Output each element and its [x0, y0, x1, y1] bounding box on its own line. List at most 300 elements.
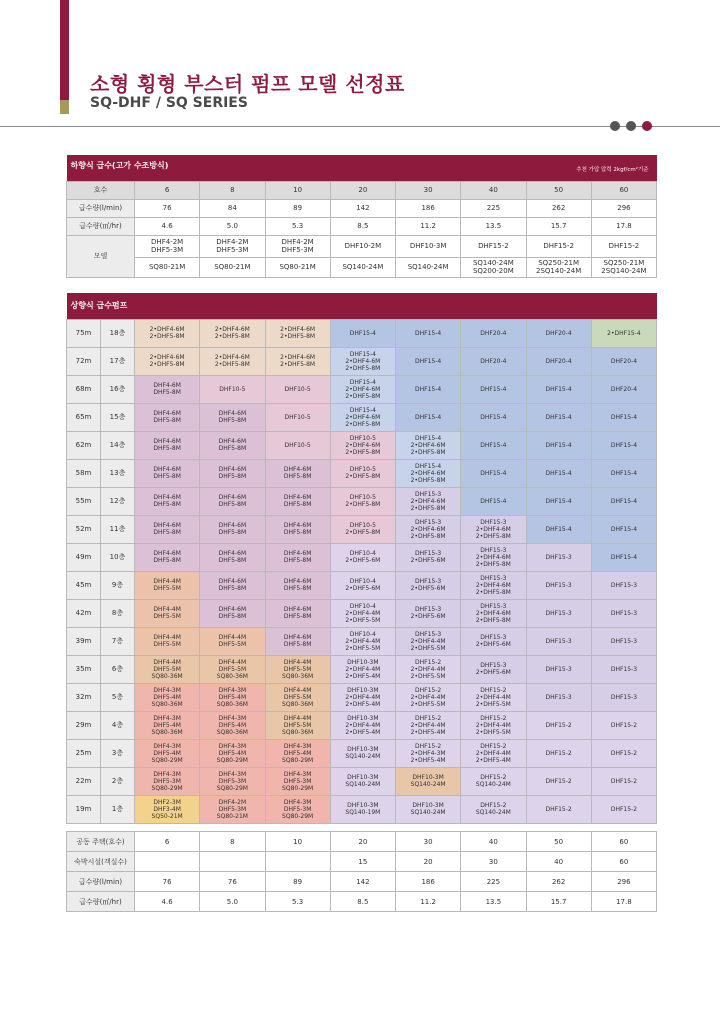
model-cell: DHF15-2 [591, 767, 656, 795]
height-label: 55m [67, 487, 101, 515]
model-cell: DHF10-3M SQ140-24M [330, 739, 395, 767]
model-cell: DHF15-3 [526, 627, 591, 655]
model-cell: DHF20-4 [591, 375, 656, 403]
model-cell: 2•DHF4-6M 2•DHF5-8M [265, 319, 330, 347]
model-cell: DHF4-3M DHF5-4M SQ80-36M [135, 683, 200, 711]
model-cell: DHF4-4M DHF5-5M [200, 627, 265, 655]
model-cell: DHF15-2 2•DHF4-4M 2•DHF5-5M [396, 683, 461, 711]
model-cell: DHF4-4M DHF5-5M [135, 599, 200, 627]
row-label: 모델 [67, 235, 135, 277]
floor-row [67, 543, 657, 571]
model-cell: SQ250-21M 2SQ140-24M [591, 257, 656, 277]
model-cell: SQ80-21M [200, 257, 265, 277]
brand-band [60, 0, 69, 100]
floor-label: 4층 [101, 711, 135, 739]
model-cell: DHF15-4 [526, 515, 591, 543]
model-cell: DHF4-3M DHF5-4M SQ80-29M [265, 739, 330, 767]
model-cell: DHF15-4 [461, 487, 526, 515]
model-cell: DHF15-4 [526, 487, 591, 515]
model-cell: DHF4-6M DHF5-8M [200, 515, 265, 543]
model-cell: DHF15-3 2•DHF4-6M 2•DHF5-8M [461, 515, 526, 543]
households-cell: 20 [330, 181, 395, 199]
footer-cell: 262 [526, 872, 591, 892]
flow-hr-cell: 11.2 [396, 217, 461, 235]
height-label: 75m [67, 319, 101, 347]
model-cell: DHF4-6M DHF5-8M [135, 543, 200, 571]
floor-label: 5층 [101, 683, 135, 711]
model-cell: DHF15-4 [591, 515, 656, 543]
model-cell: DHF15-3 [591, 627, 656, 655]
model-cell: DHF4-6M DHF5-8M [265, 599, 330, 627]
model-cell: DHF4-4M DHF5-5M SQ80-36M [265, 683, 330, 711]
footer-table [66, 831, 657, 912]
model-cell: DHF15-3 2•DHF4-6M 2•DHF5-8M [461, 571, 526, 599]
floor-row [67, 515, 657, 543]
households-cell: 8 [200, 181, 265, 199]
page-title: 소형 횡형 부스터 펌프 모델 선정표 [90, 72, 405, 96]
model-cell: DHF10-5 [200, 375, 265, 403]
model-cell: DHF15-3 2•DHF4-6M 2•DHF5-8M [461, 543, 526, 571]
model-cell: DHF10-3M 2•DHF4-4M 2•DHF5-4M [330, 711, 395, 739]
model-cell: DHF15-4 [461, 403, 526, 431]
model-cell: DHF4-3M DHF5-3M SQ80-29M [200, 767, 265, 795]
model-cell: DHF4-4M DHF5-5M SQ80-36M [135, 655, 200, 683]
floor-label: 6층 [101, 655, 135, 683]
dot-icon [626, 121, 636, 131]
model-cell: DHF15-4 2•DHF4-6M 2•DHF5-8M [330, 375, 395, 403]
footer-cell: 15.7 [526, 892, 591, 912]
model-cell: DHF10-4 2•DHF4-4M 2•DHF5-5M [330, 627, 395, 655]
model-cell: DHF10-5 2•DHF5-8M [330, 515, 395, 543]
model-cell: DHF4-4M DHF5-5M SQ80-36M [265, 711, 330, 739]
flow-cell: 76 [135, 199, 200, 217]
row-label: 급수량(l/min) [67, 872, 135, 892]
model-cell: DHF15-4 [591, 487, 656, 515]
model-cell: DHF10-5 [265, 403, 330, 431]
model-cell: DHF4-6M DHF5-8M [135, 487, 200, 515]
model-cell: DHF4-2M DHF5-3M [265, 235, 330, 257]
model-cell: DHF10-2M [330, 235, 395, 257]
model-cell: DHF15-4 2•DHF4-6M 2•DHF5-8M [396, 431, 461, 459]
section-header [67, 293, 657, 319]
model-cell: DHF15-3 [526, 543, 591, 571]
households-cell: 60 [591, 181, 656, 199]
floor-row [67, 711, 657, 739]
downfeed-table [66, 155, 657, 278]
model-cell: DHF15-2 2•DHF4-4M 2•DHF5-4M [396, 711, 461, 739]
model-cell: DHF15-4 [461, 431, 526, 459]
dot-icon [610, 121, 620, 131]
model-cell: DHF4-3M DHF5-3M SQ80-29M [265, 795, 330, 823]
model-cell: 2•DHF4-6M 2•DHF5-8M [135, 347, 200, 375]
model-cell: DHF15-3 [591, 571, 656, 599]
model-cell: DHF15-3 [591, 683, 656, 711]
flow-cell: 186 [396, 199, 461, 217]
footer-row [67, 832, 657, 852]
model-cell: DHF10-3M 2•DHF4-4M 2•DHF5-4M [330, 655, 395, 683]
footer-cell: 50 [526, 832, 591, 852]
model-cell: DHF15-4 [591, 403, 656, 431]
model-cell: DHF15-4 [591, 543, 656, 571]
footer-cell: 17.8 [591, 892, 656, 912]
model-cell: DHF10-4 2•DHF4-4M 2•DHF5-5M [330, 599, 395, 627]
model-cell: 2•DHF4-6M 2•DHF5-8M [200, 347, 265, 375]
flow-hr-cell: 5.3 [265, 217, 330, 235]
model-cell: DHF15-3 2•DHF5-6M [461, 655, 526, 683]
footer-cell: 15 [330, 852, 395, 872]
model-cell: DHF10-3M SQ140-24M [396, 767, 461, 795]
model-cell: DHF4-6M DHF5-8M [135, 403, 200, 431]
floor-row [67, 795, 657, 823]
model-cell: DHF2-3M DHF3-4M SQ50-21M [135, 795, 200, 823]
footer-cell [265, 852, 330, 872]
model-cell: DHF15-4 [591, 459, 656, 487]
section-note: 추천 가압 압력 2kgf/cm²기준 [576, 166, 649, 173]
model-cell: DHF15-4 [396, 375, 461, 403]
model-cell: DHF15-2 [591, 795, 656, 823]
model-cell: DHF4-6M DHF5-8M [200, 431, 265, 459]
footer-cell: 5.3 [265, 892, 330, 912]
model-cell: DHF4-6M DHF5-8M [265, 459, 330, 487]
height-label: 52m [67, 515, 101, 543]
model-cell: SQ140-24M [330, 257, 395, 277]
footer-cell: 4.6 [135, 892, 200, 912]
model-cell: DHF15-3 2•DHF5-6M [461, 627, 526, 655]
model-cell: DHF4-3M DHF5-4M SQ80-29M [200, 739, 265, 767]
dot-icon [642, 121, 652, 131]
footer-cell: 13.5 [461, 892, 526, 912]
flow-hr-cell: 15.7 [526, 217, 591, 235]
model-cell: DHF15-2 [591, 235, 656, 257]
section-header [67, 155, 657, 181]
model-cell: DHF4-3M DHF5-4M SQ80-36M [135, 711, 200, 739]
model-cell: DHF15-4 [526, 375, 591, 403]
flow-hr-cell: 8.5 [330, 217, 395, 235]
floor-row [67, 571, 657, 599]
height-label: 32m [67, 683, 101, 711]
footer-cell: 20 [396, 852, 461, 872]
height-label: 58m [67, 459, 101, 487]
model-cell: DHF4-3M DHF5-4M SQ80-29M [135, 739, 200, 767]
floor-label: 3층 [101, 739, 135, 767]
footer-cell: 30 [396, 832, 461, 852]
model-cell: DHF15-4 2•DHF4-6M 2•DHF5-8M [330, 347, 395, 375]
model-cell: DHF10-5 2•DHF4-6M 2•DHF5-8M [330, 431, 395, 459]
model-cell: DHF15-3 2•DHF5-6M [396, 599, 461, 627]
model-cell: DHF15-3 2•DHF4-6M 2•DHF5-8M [396, 487, 461, 515]
footer-cell: 186 [396, 872, 461, 892]
model-cell: SQ140-24M SQ200-20M [461, 257, 526, 277]
model-cell: DHF15-4 [526, 403, 591, 431]
height-label: 35m [67, 655, 101, 683]
model-cell: DHF15-2 [591, 711, 656, 739]
model-cell: DHF4-6M DHF5-8M [200, 599, 265, 627]
model-cell: DHF15-4 [396, 347, 461, 375]
floor-row [67, 739, 657, 767]
model-cell: DHF15-3 2•DHF4-6M 2•DHF5-8M [396, 515, 461, 543]
model-cell: DHF15-2 [526, 711, 591, 739]
floor-row [67, 599, 657, 627]
model-cell: DHF4-4M DHF5-5M SQ80-36M [265, 655, 330, 683]
households-cell: 40 [461, 181, 526, 199]
households-cell: 50 [526, 181, 591, 199]
height-label: 29m [67, 711, 101, 739]
model-cell: DHF15-3 [591, 655, 656, 683]
model-cell: DHF15-4 [396, 403, 461, 431]
model-cell: DHF15-2 [591, 739, 656, 767]
model-cell: DHF15-4 [396, 319, 461, 347]
floor-label: 17층 [101, 347, 135, 375]
floor-label: 18층 [101, 319, 135, 347]
model-cell: DHF4-6M DHF5-8M [200, 543, 265, 571]
model-cell: DHF15-2 SQ140-24M [461, 795, 526, 823]
model-cell: DHF10-5 2•DHF5-8M [330, 487, 395, 515]
footer-cell [200, 852, 265, 872]
model-cell: DHF10-5 2•DHF5-8M [330, 459, 395, 487]
model-cell: DHF10-4 2•DHF5-6M [330, 543, 395, 571]
row-label: 숙박시설(객실수) [67, 852, 135, 872]
model-cell: DHF4-6M DHF5-8M [200, 487, 265, 515]
model-cell: DHF4-6M DHF5-8M [265, 543, 330, 571]
model-cell: DHF15-3 [526, 683, 591, 711]
flow-hr-cell: 13.5 [461, 217, 526, 235]
model-cell: DHF4-4M DHF5-5M [135, 627, 200, 655]
floor-row [67, 683, 657, 711]
model-cell: SQ140-24M [396, 257, 461, 277]
section-title: 상향식 급수펌프 [70, 300, 128, 310]
model-cell: SQ250-21M 2SQ140-24M [526, 257, 591, 277]
model-cell: DHF4-6M DHF5-8M [265, 627, 330, 655]
model-cell: DHF15-3 2•DHF4-4M 2•DHF5-5M [396, 627, 461, 655]
footer-cell: 296 [591, 872, 656, 892]
model-cell: DHF15-2 2•DHF4-4M 2•DHF5-5M [461, 711, 526, 739]
height-label: 19m [67, 795, 101, 823]
floor-label: 10층 [101, 543, 135, 571]
floor-label: 8층 [101, 599, 135, 627]
model-cell: DHF4-3M DHF5-4M SQ80-36M [200, 711, 265, 739]
model-cell: DHF10-4 2•DHF5-6M [330, 571, 395, 599]
model-cell: DHF15-4 2•DHF4-6M 2•DHF5-8M [396, 459, 461, 487]
brand-band-accent [60, 100, 69, 114]
floor-label: 13층 [101, 459, 135, 487]
floor-label: 15층 [101, 403, 135, 431]
model-cell: DHF20-4 [591, 347, 656, 375]
model-cell: DHF15-2 SQ140-24M [461, 767, 526, 795]
row-label: 급수량(㎥/hr) [67, 217, 135, 235]
model-cell: DHF4-4M DHF5-5M [135, 571, 200, 599]
model-cell: DHF10-3M [396, 235, 461, 257]
model-cell: DHF20-4 [461, 319, 526, 347]
model-cell: 2•DHF4-6M 2•DHF5-8M [135, 319, 200, 347]
model-cell: DHF15-4 [526, 431, 591, 459]
model-cell: DHF15-3 [526, 571, 591, 599]
footer-cell: 30 [461, 852, 526, 872]
model-cell: DHF4-6M DHF5-8M [200, 403, 265, 431]
flow-cell: 142 [330, 199, 395, 217]
floor-row [67, 431, 657, 459]
height-label: 39m [67, 627, 101, 655]
floor-row [67, 487, 657, 515]
model-cell: DHF15-4 [461, 459, 526, 487]
model-cell: DHF4-6M DHF5-8M [200, 459, 265, 487]
model-cell: DHF4-2M DHF5-3M SQ80-21M [200, 795, 265, 823]
row-label: 공동 주택(호수) [67, 832, 135, 852]
model-cell: DHF4-6M DHF5-8M [135, 375, 200, 403]
floor-label: 12층 [101, 487, 135, 515]
row-label: 호수 [67, 181, 135, 199]
model-cell: DHF4-3M DHF5-3M SQ80-29M [265, 767, 330, 795]
households-row [67, 181, 657, 199]
model-cell: DHF15-2 [461, 235, 526, 257]
model-cell: DHF15-3 [526, 655, 591, 683]
model-cell: DHF15-3 2•DHF5-6M [396, 543, 461, 571]
height-label: 42m [67, 599, 101, 627]
model-cell: DHF15-4 [591, 431, 656, 459]
footer-cell: 60 [591, 852, 656, 872]
footer-cell: 142 [330, 872, 395, 892]
footer-cell: 8.5 [330, 892, 395, 912]
model-cell: DHF15-2 [526, 739, 591, 767]
model-dhf-row [67, 235, 657, 257]
model-cell: DHF4-6M DHF5-8M [265, 515, 330, 543]
footer-row [67, 892, 657, 912]
height-label: 22m [67, 767, 101, 795]
footer-cell: 40 [461, 832, 526, 852]
model-cell: DHF10-3M SQ140-24M [396, 795, 461, 823]
floor-row [67, 347, 657, 375]
floor-row [67, 655, 657, 683]
height-label: 72m [67, 347, 101, 375]
floor-row [67, 375, 657, 403]
flow-hr-cell: 4.6 [135, 217, 200, 235]
floor-row [67, 459, 657, 487]
model-cell: DHF4-4M DHF5-5M SQ80-36M [200, 655, 265, 683]
model-cell: DHF15-3 2•DHF5-6M [396, 571, 461, 599]
flow-cell: 89 [265, 199, 330, 217]
floor-label: 14층 [101, 431, 135, 459]
model-cell: DHF4-6M DHF5-8M [135, 515, 200, 543]
footer-cell: 8 [200, 832, 265, 852]
model-cell: SQ80-21M [135, 257, 200, 277]
flow-hr-row [67, 217, 657, 235]
height-label: 49m [67, 543, 101, 571]
row-label: 급수량(l/min) [67, 199, 135, 217]
floor-row [67, 319, 657, 347]
model-cell: DHF15-2 [526, 795, 591, 823]
model-cell: DHF10-3M 2•DHF4-4M 2•DHF5-4M [330, 683, 395, 711]
households-cell: 30 [396, 181, 461, 199]
floor-label: 9층 [101, 571, 135, 599]
footer-cell: 20 [330, 832, 395, 852]
model-cell: DHF4-6M DHF5-8M [265, 571, 330, 599]
footer-cell: 10 [265, 832, 330, 852]
model-cell: DHF20-4 [526, 319, 591, 347]
model-cell: 2•DHF4-6M 2•DHF5-8M [265, 347, 330, 375]
floor-label: 1층 [101, 795, 135, 823]
model-cell: DHF15-2 2•DHF4-4M 2•DHF5-5M [461, 683, 526, 711]
footer-row [67, 872, 657, 892]
model-cell: 2•DHF4-6M 2•DHF5-8M [200, 319, 265, 347]
footer-cell: 225 [461, 872, 526, 892]
model-cell: DHF4-2M DHF5-3M [200, 235, 265, 257]
model-cell: DHF15-2 [526, 767, 591, 795]
footer-cell: 5.0 [200, 892, 265, 912]
floor-row [67, 403, 657, 431]
floor-label: 11층 [101, 515, 135, 543]
model-cell: DHF4-3M DHF5-4M SQ80-36M [200, 683, 265, 711]
model-cell: DHF15-2 [526, 235, 591, 257]
model-cell: DHF15-4 [461, 375, 526, 403]
model-cell: DHF20-4 [526, 347, 591, 375]
footer-cell: 60 [591, 832, 656, 852]
footer-cell: 11.2 [396, 892, 461, 912]
model-cell: DHF15-4 2•DHF4-6M 2•DHF5-8M [330, 403, 395, 431]
model-cell: DHF15-3 [526, 599, 591, 627]
flow-cell: 296 [591, 199, 656, 217]
model-cell: DHF15-3 2•DHF4-6M 2•DHF5-8M [461, 599, 526, 627]
height-label: 25m [67, 739, 101, 767]
footer-cell: 6 [135, 832, 200, 852]
floor-row [67, 627, 657, 655]
height-label: 68m [67, 375, 101, 403]
households-cell: 10 [265, 181, 330, 199]
flow-row [67, 199, 657, 217]
model-cell: DHF10-5 [265, 431, 330, 459]
row-label: 급수량(㎥/hr) [67, 892, 135, 912]
model-cell: DHF15-4 [526, 459, 591, 487]
floor-label: 2층 [101, 767, 135, 795]
footer-cell: 76 [135, 872, 200, 892]
height-label: 45m [67, 571, 101, 599]
footer-cell: 40 [526, 852, 591, 872]
model-cell: DHF4-6M DHF5-8M [200, 571, 265, 599]
model-cell: 2•DHF15-4 [591, 319, 656, 347]
floor-label: 16층 [101, 375, 135, 403]
page-subtitle: SQ-DHF / SQ SERIES [90, 95, 248, 111]
footer-cell: 76 [200, 872, 265, 892]
model-cell: DHF4-6M DHF5-8M [135, 431, 200, 459]
height-label: 62m [67, 431, 101, 459]
model-cell: DHF15-4 [330, 319, 395, 347]
floor-row [67, 767, 657, 795]
model-cell: SQ80-21M [265, 257, 330, 277]
flow-cell: 262 [526, 199, 591, 217]
model-cell: DHF15-2 2•DHF4-3M 2•DHF5-4M [396, 739, 461, 767]
model-cell: DHF4-2M DHF5-3M [135, 235, 200, 257]
households-cell: 6 [135, 181, 200, 199]
model-cell: DHF10-5 [265, 375, 330, 403]
model-sq-row [67, 257, 657, 277]
footer-cell: 89 [265, 872, 330, 892]
model-cell: DHF10-3M SQ140-19M [330, 795, 395, 823]
floor-label: 7층 [101, 627, 135, 655]
flow-hr-cell: 17.8 [591, 217, 656, 235]
model-cell: DHF20-4 [461, 347, 526, 375]
footer-row [67, 852, 657, 872]
model-cell: DHF4-3M DHF5-3M SQ80-29M [135, 767, 200, 795]
model-cell: DHF10-3M SQ140-24M [330, 767, 395, 795]
model-cell: DHF15-2 2•DHF4-4M 2•DHF5-4M [461, 739, 526, 767]
model-cell: DHF4-6M DHF5-8M [135, 459, 200, 487]
height-label: 65m [67, 403, 101, 431]
upfeed-table [66, 293, 657, 824]
flow-hr-cell: 5.0 [200, 217, 265, 235]
footer-cell [135, 852, 200, 872]
flow-cell: 84 [200, 199, 265, 217]
model-cell: DHF15-2 2•DHF4-4M 2•DHF5-5M [396, 655, 461, 683]
section-title: 하향식 급수(고가 수조방식) [70, 160, 169, 170]
model-cell: DHF15-3 [591, 599, 656, 627]
